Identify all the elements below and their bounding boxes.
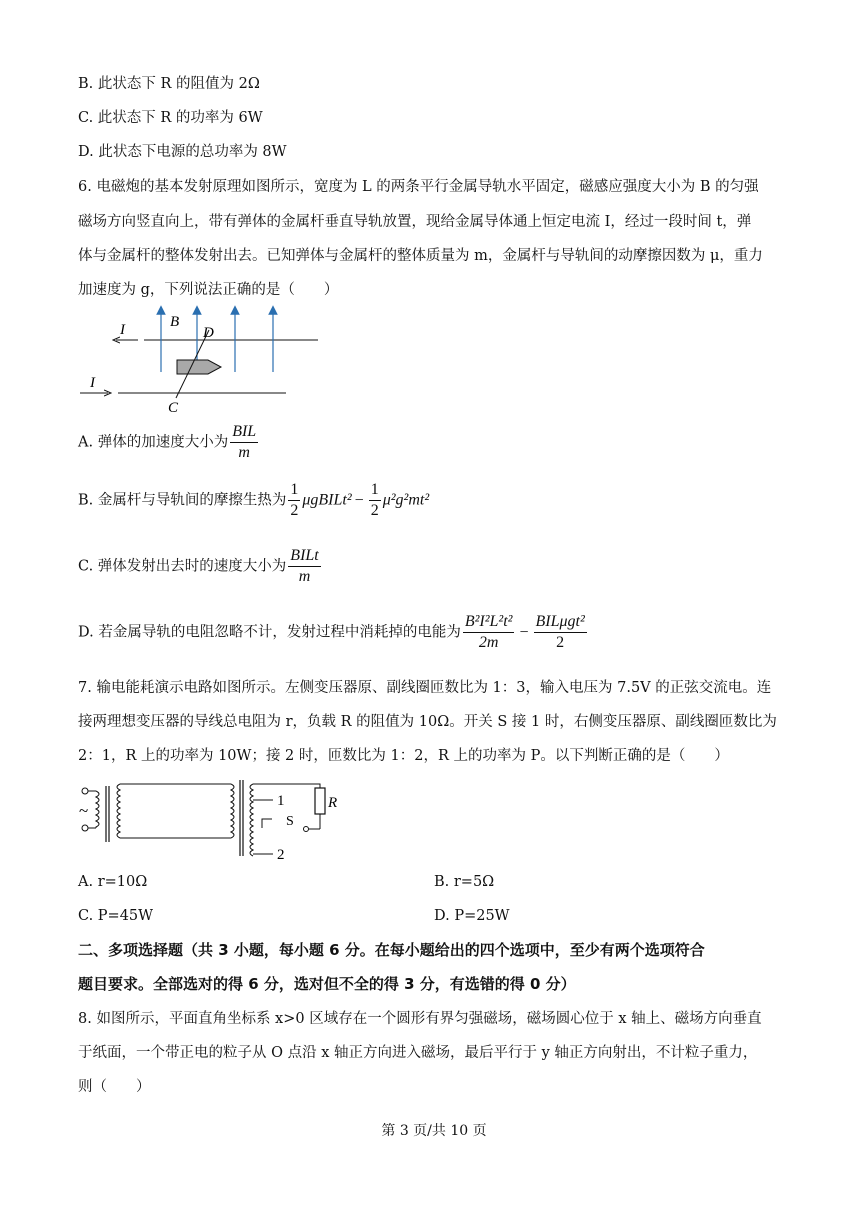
section2-heading-line2: 题目要求。全部选对的得 6 分，选对但不全的得 3 分，有选错的得 0 分） xyxy=(78,975,576,993)
q7-option-b: B. r=5Ω xyxy=(434,874,495,890)
q8-stem-line2: 于纸面，一个带正电的粒子从 O 点沿 x 轴正方向进入磁场，最后平行于 y 轴正方向射出，不计粒子重力， xyxy=(78,1045,758,1061)
right-secondary-coil xyxy=(250,784,253,856)
q7-transformer-circuit xyxy=(76,774,346,866)
q8-stem-line1: 8. 如图所示，平面直角坐标系 x>0 区域存在一个圆形有界匀强磁场，磁场圆心位于 x 轴上、磁场方向垂直 xyxy=(78,1011,762,1027)
projectile xyxy=(177,360,221,374)
q7-option-a: A. r=10Ω xyxy=(78,874,148,890)
q7-stem-line2: 接两理想变压器的导线总电阻为 r，负载 R 的阻值为 10Ω。开关 S 接 1 时，右侧变压器原、副线圈匝数比为 xyxy=(78,714,777,730)
q8-stem-line3: 则（ ） xyxy=(78,1079,151,1095)
q7-stem-line3: 2：1，R 上的功率为 10W；接 2 时，匝数比为 1：2，R 上的功率为 P。以下判断正确的是（ ） xyxy=(78,748,729,764)
q6-railgun-figure xyxy=(76,300,326,418)
tap-1-label: 1 xyxy=(277,793,285,809)
q6-option-c: C. 弹体发射出去时的速度大小为 $\frac{\text{BILt}}{m}$ xyxy=(78,547,319,585)
resistor-label: R xyxy=(328,795,338,811)
section2-heading-line1: 二、多项选择题（共 3 小题，每小题 6 分。在每小题给出的四个选项中，至少有两个选项符合 xyxy=(78,941,705,959)
switch-contact xyxy=(304,827,309,832)
q5-option-c: C. 此状态下 R 的功率为 6W xyxy=(78,110,263,126)
left-primary-coil xyxy=(96,791,99,828)
q7-option-d: D. P=25W xyxy=(434,908,510,924)
q6-option-d: D. 若金属导轨的电阻忽略不计，发射过程中消耗掉的电能为 $\frac{\text{B²I²L²t²}}{2m}$ − $\frac{\text{BILμgt²}}{2}$ xyxy=(78,613,585,651)
switch-label: S xyxy=(286,814,294,829)
ac-source-symbol: ~ xyxy=(79,801,89,820)
resistor-R xyxy=(315,788,325,814)
q7-stem-line1: 7. 输电能耗演示电路如图所示。左侧变压器原、副线圈匝数比为 1：3，输入电压为 7.5V 的正弦交流电。连 xyxy=(78,680,772,696)
q5-option-b: B. 此状态下 R 的阻值为 2Ω xyxy=(78,76,260,92)
q7-option-c: C. P=45W xyxy=(78,908,154,924)
label-I-top: I xyxy=(120,322,125,338)
q6-option-b: B. 金属杆与导轨间的摩擦生热为 $\frac{1}{2}$ μgBILt² − $\frac{1}{2}$ μ²g²mt² xyxy=(78,481,430,519)
terminal-bottom xyxy=(82,825,88,831)
q5-option-d: D. 此状态下电源的总功率为 8W xyxy=(78,144,287,160)
left-secondary-coil xyxy=(117,784,120,838)
label-C: C xyxy=(168,400,179,416)
terminal-top xyxy=(82,788,88,794)
label-B: B xyxy=(170,314,180,330)
q6-stem-line4: 加速度为 g，下列说法正确的是（ ） xyxy=(78,282,339,298)
tap-2-label: 2 xyxy=(277,847,285,863)
page-footer: 第 3 页/共 10 页 xyxy=(381,1123,487,1139)
q6-option-a: A. 弹体的加速度大小为 $\frac{\text{BIL}}{m}$ xyxy=(78,423,257,461)
q6-stem-line3: 体与金属杆的整体发射出去。已知弹体与金属杆的整体质量为 m，金属杆与导轨间的动摩擦因数为 μ，重力 xyxy=(78,248,763,264)
label-D: D xyxy=(203,325,214,341)
label-I-bottom: I xyxy=(90,375,95,391)
q6-stem-line1: 6. 电磁炮的基本发射原理如图所示，宽度为 L 的两条平行金属导轨水平固定，磁感应强度大小为 B 的匀强 xyxy=(78,179,759,195)
right-primary-coil xyxy=(231,784,234,838)
q6-stem-line2: 磁场方向竖直向上，带有弹体的金属杆垂直导轨放置，现给金属导体通上恒定电流 I，经过一段时间 t，弹 xyxy=(78,214,752,230)
